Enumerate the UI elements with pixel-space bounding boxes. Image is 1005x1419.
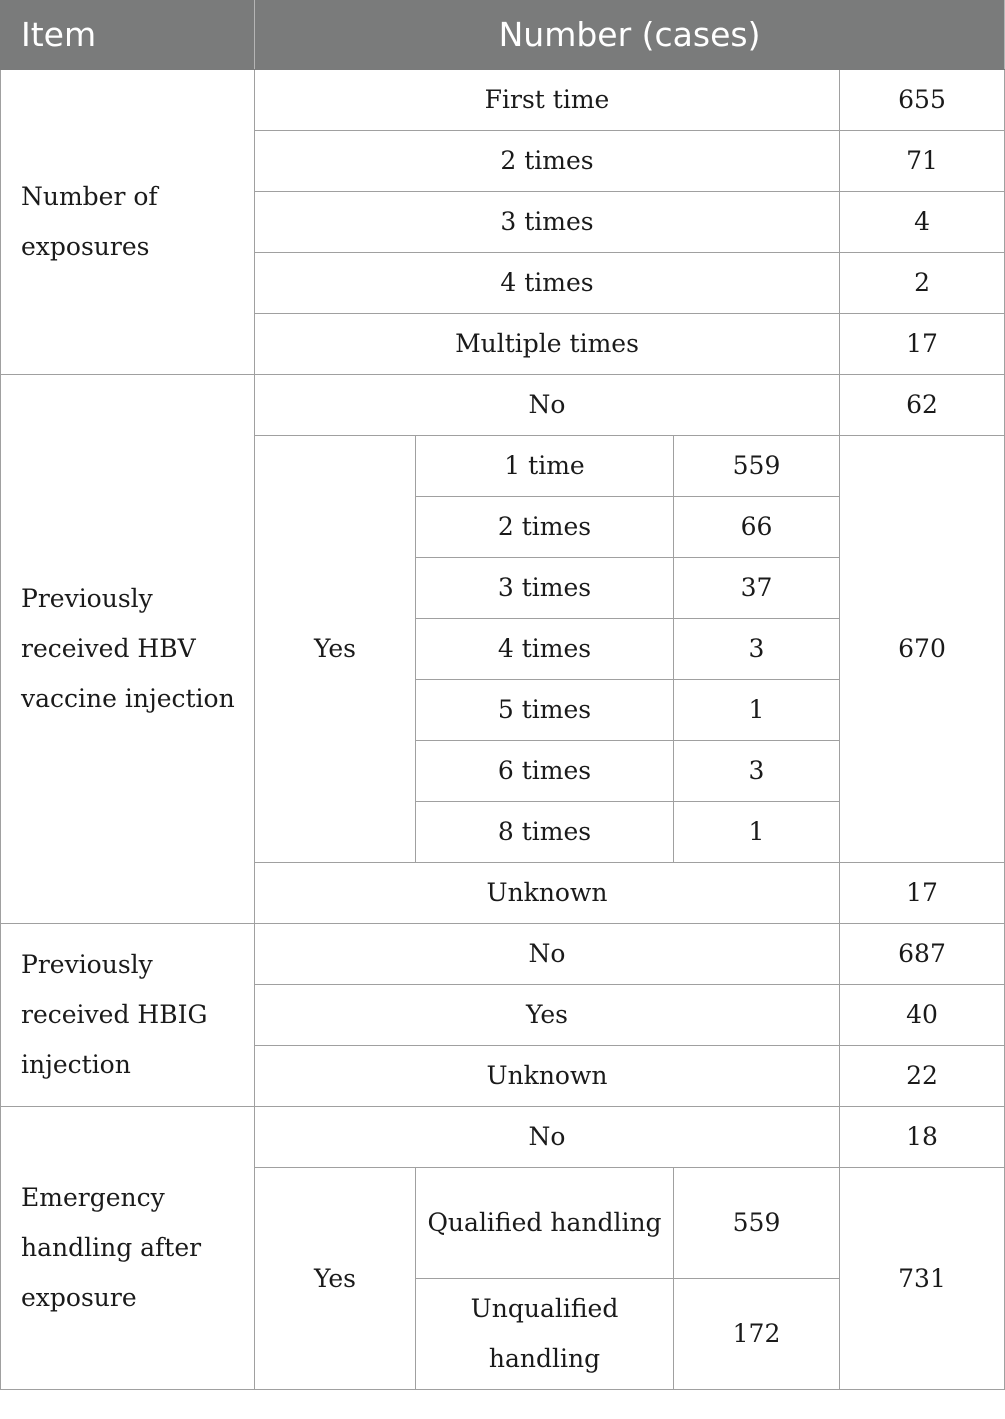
row-header-hbig: Previously received HBIG injection [1, 924, 255, 1107]
cell-label: 2 times [255, 131, 840, 192]
cell-value: 4 [840, 192, 1005, 253]
cell-sub-label: Unqualified handling [416, 1279, 674, 1390]
cell-sub-value: 3 [674, 619, 840, 680]
cell-sub-label: 4 times [416, 619, 674, 680]
cell-label: First time [255, 70, 840, 131]
cell-yes-total: 731 [840, 1168, 1005, 1390]
cell-label: No [255, 375, 840, 436]
cell-value: 62 [840, 375, 1005, 436]
cell-value: 18 [840, 1107, 1005, 1168]
row-header-emergency: Emergency handling after exposure [1, 1107, 255, 1390]
cell-value: 2 [840, 253, 1005, 314]
cell-value: 71 [840, 131, 1005, 192]
table-row [1, 1107, 1005, 1168]
cell-sub-value: 66 [674, 497, 840, 558]
cell-value: 17 [840, 863, 1005, 924]
cell-sub-label: 5 times [416, 680, 674, 741]
cell-label: Multiple times [255, 314, 840, 375]
cell-value: 22 [840, 1046, 1005, 1107]
row-header-exposures: Number of exposures [1, 70, 255, 375]
cell-value: 655 [840, 70, 1005, 131]
cell-value: 40 [840, 985, 1005, 1046]
cell-sub-label: Qualified handling [416, 1168, 674, 1279]
row-header-hbv: Previously received HBV vaccine injection [1, 375, 255, 924]
cell-sub-label: 3 times [416, 558, 674, 619]
cell-sub-value: 3 [674, 741, 840, 802]
cell-sub-value: 559 [674, 436, 840, 497]
header-number: Number (cases) [255, 1, 1005, 70]
cell-value: 17 [840, 314, 1005, 375]
table-row [1, 924, 1005, 985]
cell-sub-value: 172 [674, 1279, 840, 1390]
header-row [1, 1, 1005, 70]
cell-sub-label: 2 times [416, 497, 674, 558]
header-item: Item [1, 1, 255, 70]
cell-label: 3 times [255, 192, 840, 253]
cell-label: Unknown [255, 1046, 840, 1107]
cell-yes: Yes [255, 1168, 416, 1390]
cell-label: No [255, 1107, 840, 1168]
cell-label: No [255, 924, 840, 985]
cell-label: Yes [255, 985, 840, 1046]
cell-label: Unknown [255, 863, 840, 924]
cell-sub-value: 1 [674, 680, 840, 741]
cell-sub-label: 1 time [416, 436, 674, 497]
cell-sub-value: 559 [674, 1168, 840, 1279]
table-row [1, 70, 1005, 131]
cell-sub-value: 37 [674, 558, 840, 619]
table-row [1, 375, 1005, 436]
cell-label: 4 times [255, 253, 840, 314]
cell-sub-value: 1 [674, 802, 840, 863]
cell-value: 687 [840, 924, 1005, 985]
cell-sub-label: 6 times [416, 741, 674, 802]
cell-yes: Yes [255, 436, 416, 863]
cell-sub-label: 8 times [416, 802, 674, 863]
cell-yes-total: 670 [840, 436, 1005, 863]
